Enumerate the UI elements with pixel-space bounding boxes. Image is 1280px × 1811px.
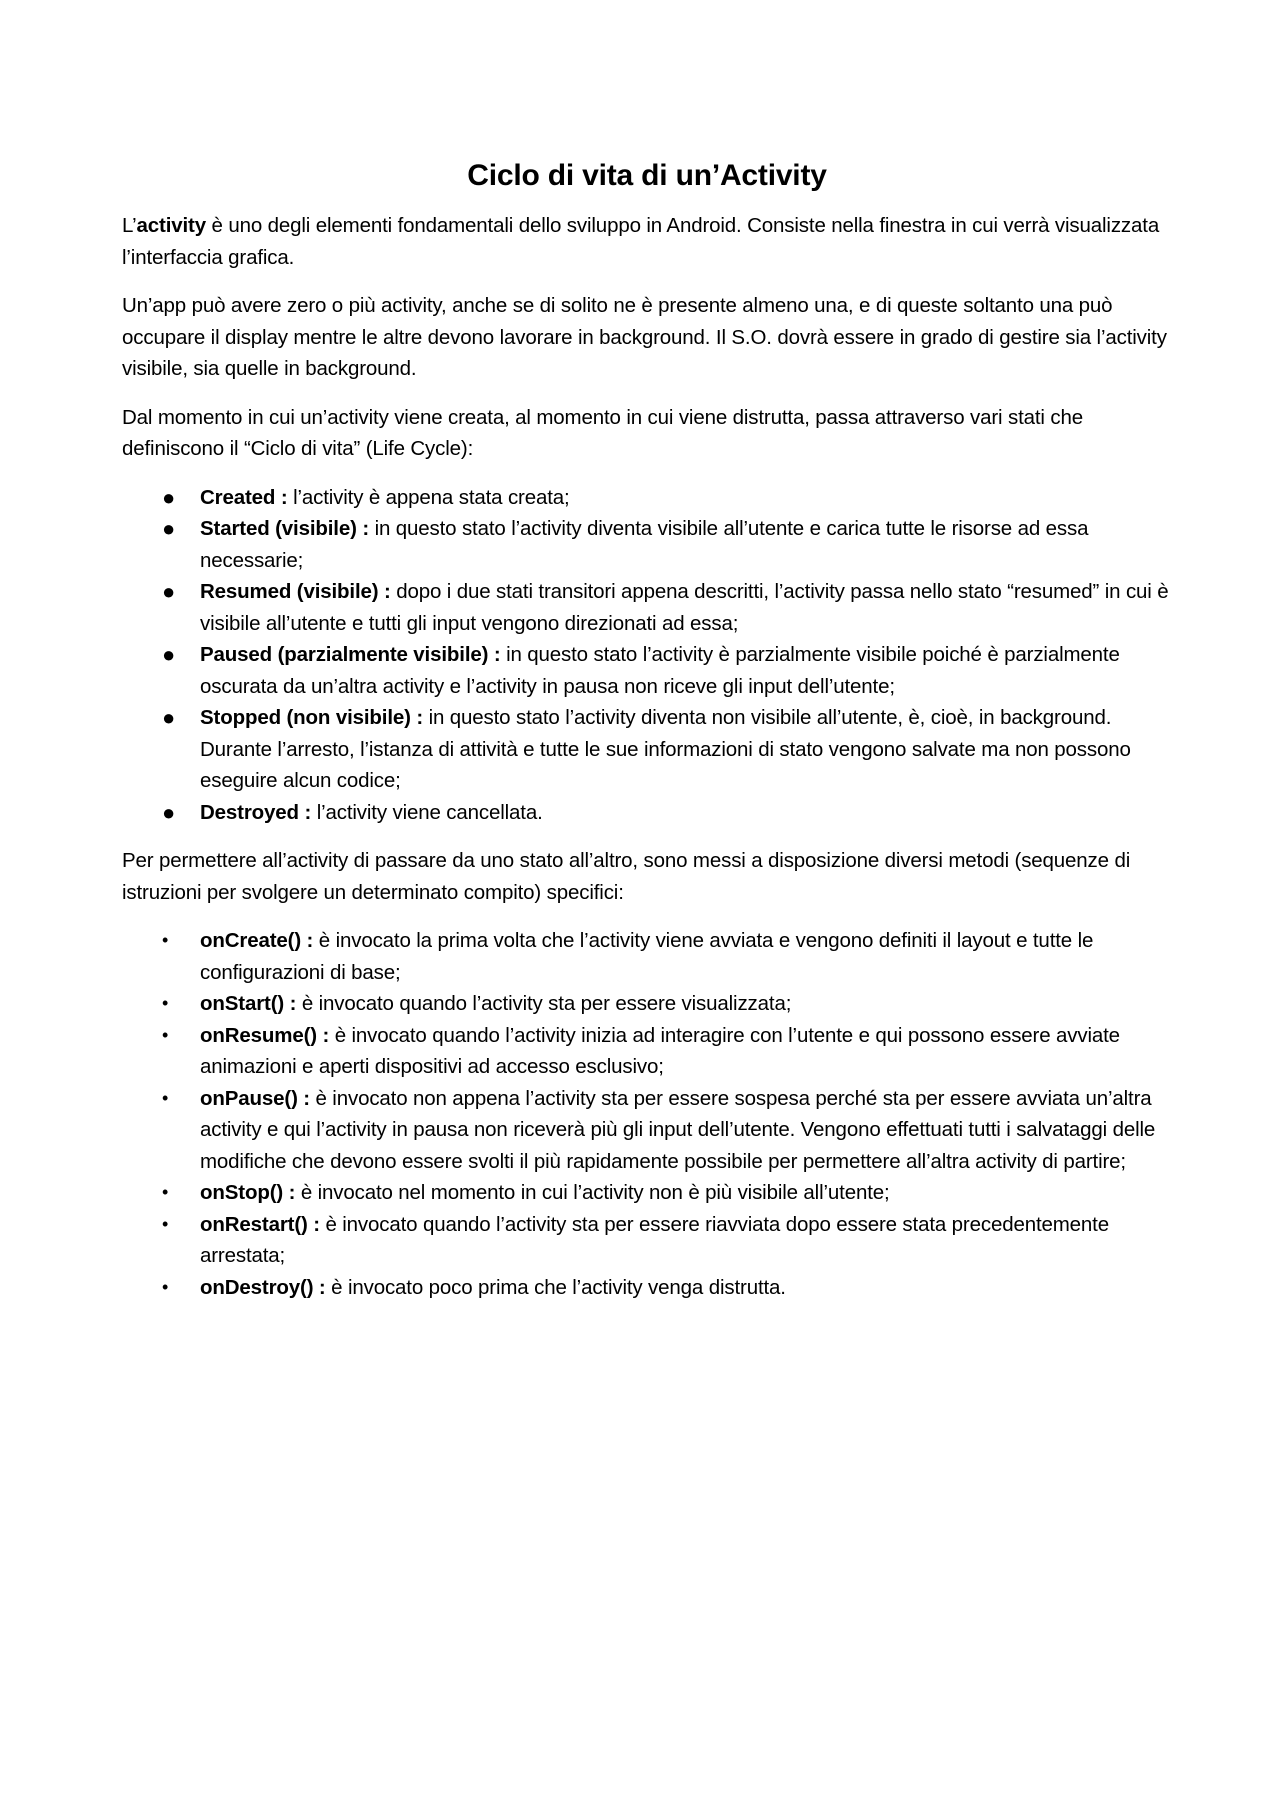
- method-desc: è invocato quando l’activity sta per essere visualizzata;: [301, 992, 792, 1015]
- method-term: onStart() :: [200, 992, 302, 1015]
- list-item: [122, 988, 1172, 1020]
- list-item: [122, 576, 1172, 639]
- state-desc: in questo stato l’activity diventa visibile all’utente e carica tutte le risorse ad essa necessarie;: [200, 517, 1089, 572]
- intro-paragraph: [122, 210, 1172, 273]
- state-term: Paused (parzialmente visibile) :: [200, 643, 507, 666]
- methods-list: [122, 925, 1172, 1303]
- method-desc: è invocato quando l’activity inizia ad interagire con l’utente e qui possono essere avviate animazioni e aperti dispositivi ad accesso esclusivo;: [200, 1023, 1120, 1078]
- method-term: onResume() :: [200, 1023, 335, 1047]
- state-term: Resumed (visibile) :: [200, 580, 397, 603]
- intro-prefix: L’: [122, 214, 137, 237]
- method-term: onPause() :: [200, 1086, 316, 1110]
- method-term: onDestroy() :: [200, 1275, 332, 1299]
- state-desc: dopo i due stati transitori appena descritti, l’activity passa nello stato “resumed” in cui è visibile all’utente e tutti gli input vengono direzionati ad essa;: [200, 580, 1169, 635]
- list-item: [122, 1020, 1172, 1083]
- state-desc: in questo stato l’activity diventa non visibile all’utente, è, cioè, in background. Durante l’arresto, l’istanza di attività e tutte le sue informazioni di stato vengono salvate ma non possono eseguire alcun codice;: [200, 706, 1131, 792]
- bullet-icon: •: [162, 1024, 169, 1045]
- bullet-icon: ●: [162, 484, 176, 510]
- bullet-icon: ●: [162, 799, 176, 825]
- method-term: onRestart() :: [200, 1212, 326, 1236]
- state-desc: l’activity è appena stata creata;: [293, 485, 570, 509]
- paragraph-methods-intro: Per permettere all’activity di passare da uno stato all’altro, sono messi a disposizione diversi metodi (sequenze di istruzioni per svolgere un determinato compito) specifici:: [122, 849, 1131, 904]
- bullet-icon: ●: [162, 705, 176, 730]
- bullet-icon: •: [162, 993, 169, 1013]
- bullet-icon: •: [162, 1213, 169, 1234]
- bullet-icon: ●: [162, 579, 176, 604]
- bullet-icon: •: [162, 1182, 169, 1202]
- list-item: [122, 639, 1172, 702]
- bullet-icon: •: [162, 1276, 169, 1297]
- state-term: Started (visibile) :: [200, 517, 375, 540]
- bullet-icon: ●: [162, 516, 176, 541]
- list-item: [122, 1177, 1172, 1209]
- method-desc: è invocato poco prima che l’activity venga distrutta.: [331, 1275, 786, 1299]
- list-item: [122, 1272, 1172, 1304]
- bullet-icon: •: [162, 930, 169, 950]
- intro-bold-term: activity: [136, 214, 206, 237]
- list-item: [122, 702, 1172, 797]
- method-desc: è invocato non appena l’activity sta per essere sospesa perché sta per essere avviata un’altra activity e qui l’activity in pausa non riceverà più gli input dell’utente. Vengono effettuati tutti i salvataggi delle modifiche che devono essere svolti il più rapidamente possibile per permettere all’altra activity di partire;: [200, 1086, 1156, 1173]
- document-body: [122, 156, 1172, 1320]
- page-title: Ciclo di vita di un’Activity: [467, 159, 827, 192]
- state-term: Destroyed :: [200, 800, 317, 824]
- intro-rest: è uno degli elementi fondamentali dello sviluppo in Android. Consiste nella finestra in cui verrà visualizzata l’interfaccia grafica.: [122, 214, 1160, 269]
- list-item: [122, 1209, 1172, 1272]
- state-term: Stopped (non visibile) :: [200, 706, 429, 729]
- list-item: [122, 1083, 1172, 1178]
- state-desc: in questo stato l’activity è parzialmente visibile poiché è parzialmente oscurata da un’altra activity e l’activity in pausa non riceve gli input dell’utente;: [200, 643, 1120, 698]
- list-item: [122, 482, 1172, 514]
- list-item: [122, 925, 1172, 988]
- state-desc: l’activity viene cancellata.: [316, 800, 543, 824]
- method-desc: è invocato nel momento in cui l’activity non è più visibile all’utente;: [300, 1181, 890, 1204]
- states-list: [122, 482, 1172, 829]
- list-item: [122, 513, 1172, 576]
- list-item: [122, 797, 1172, 829]
- method-desc: è invocato la prima volta che l’activity viene avviata e vengono definiti il layout e tutte le configurazioni di base;: [200, 929, 1094, 984]
- method-desc: è invocato quando l’activity sta per essere riavviata dopo essere stata precedentemente arrestata;: [200, 1212, 1109, 1267]
- bullet-icon: •: [162, 1087, 169, 1108]
- paragraph-lifecycle-intro: Dal momento in cui un’activity viene creata, al momento in cui viene distrutta, passa attraverso vari stati che definiscono il “Ciclo di vita” (Life Cycle):: [122, 405, 1083, 460]
- paragraph-background: Un’app può avere zero o più activity, anche se di solito ne è presente almeno una, e di queste soltanto una può occupare il display mentre le altre devono lavorare in background. Il S.O. dovrà essere in grado di gestire sia l’activity visibile, sia quelle in background.: [122, 294, 1167, 380]
- state-term: Created :: [200, 485, 294, 509]
- method-term: onStop() :: [200, 1181, 301, 1204]
- bullet-icon: ●: [162, 642, 176, 667]
- method-term: onCreate() :: [200, 929, 319, 952]
